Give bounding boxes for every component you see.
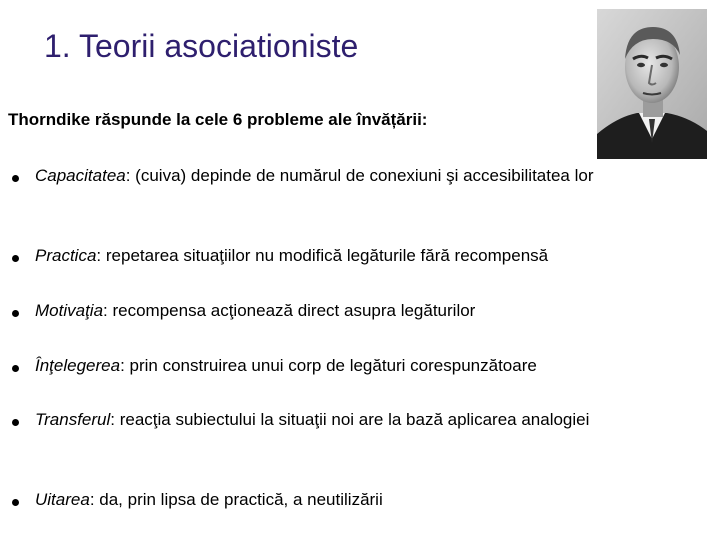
list-item-term: Practica xyxy=(35,246,97,265)
slide-subtitle: Thorndike răspunde la cele 6 probleme ale învățării: xyxy=(8,110,428,129)
list-item-description: : prin construirea unui corp de legături corespunzătoare xyxy=(120,356,537,375)
list-item-text xyxy=(35,355,665,377)
list-item-term: Înţelegerea xyxy=(35,356,121,375)
bullet-dot-icon xyxy=(12,255,19,262)
list-item-description: : recompensa acţionează direct asupra legăturilor xyxy=(103,301,476,320)
title-divider xyxy=(0,84,600,85)
list-item-term: Capacitatea xyxy=(35,166,126,185)
list-item-text xyxy=(35,245,665,267)
list-item-text xyxy=(35,409,665,431)
list-item-term: Transferul xyxy=(35,410,111,429)
portrait-photo xyxy=(597,9,707,159)
bullet-dot-icon xyxy=(12,499,19,506)
slide-title: 1. Teorii asociationiste xyxy=(44,28,359,64)
bullet-dot-icon xyxy=(12,419,19,426)
list-item-description: : da, prin lipsa de practică, a neutilizării xyxy=(89,490,383,509)
list-item-term: Uitarea xyxy=(35,490,90,509)
bullet-dot-icon xyxy=(12,365,19,372)
portrait-photo-image xyxy=(597,9,707,159)
list-item-description: : (cuiva) depinde de numărul de conexiuni şi accesibilitatea lor xyxy=(125,166,594,185)
list-item-description: : repetarea situaţiilor nu modifică legăturile fără recompensă xyxy=(96,246,549,265)
list-item-text xyxy=(35,489,665,511)
list-item-text xyxy=(35,300,665,322)
bullet-dot-icon xyxy=(12,310,19,317)
list-item-text xyxy=(35,165,665,187)
list-item-term: Motivaţia xyxy=(35,301,104,320)
bullet-dot-icon xyxy=(12,175,19,182)
list-item-description: : reacţia subiectului la situaţii noi are la bază aplicarea analogiei xyxy=(110,410,590,429)
